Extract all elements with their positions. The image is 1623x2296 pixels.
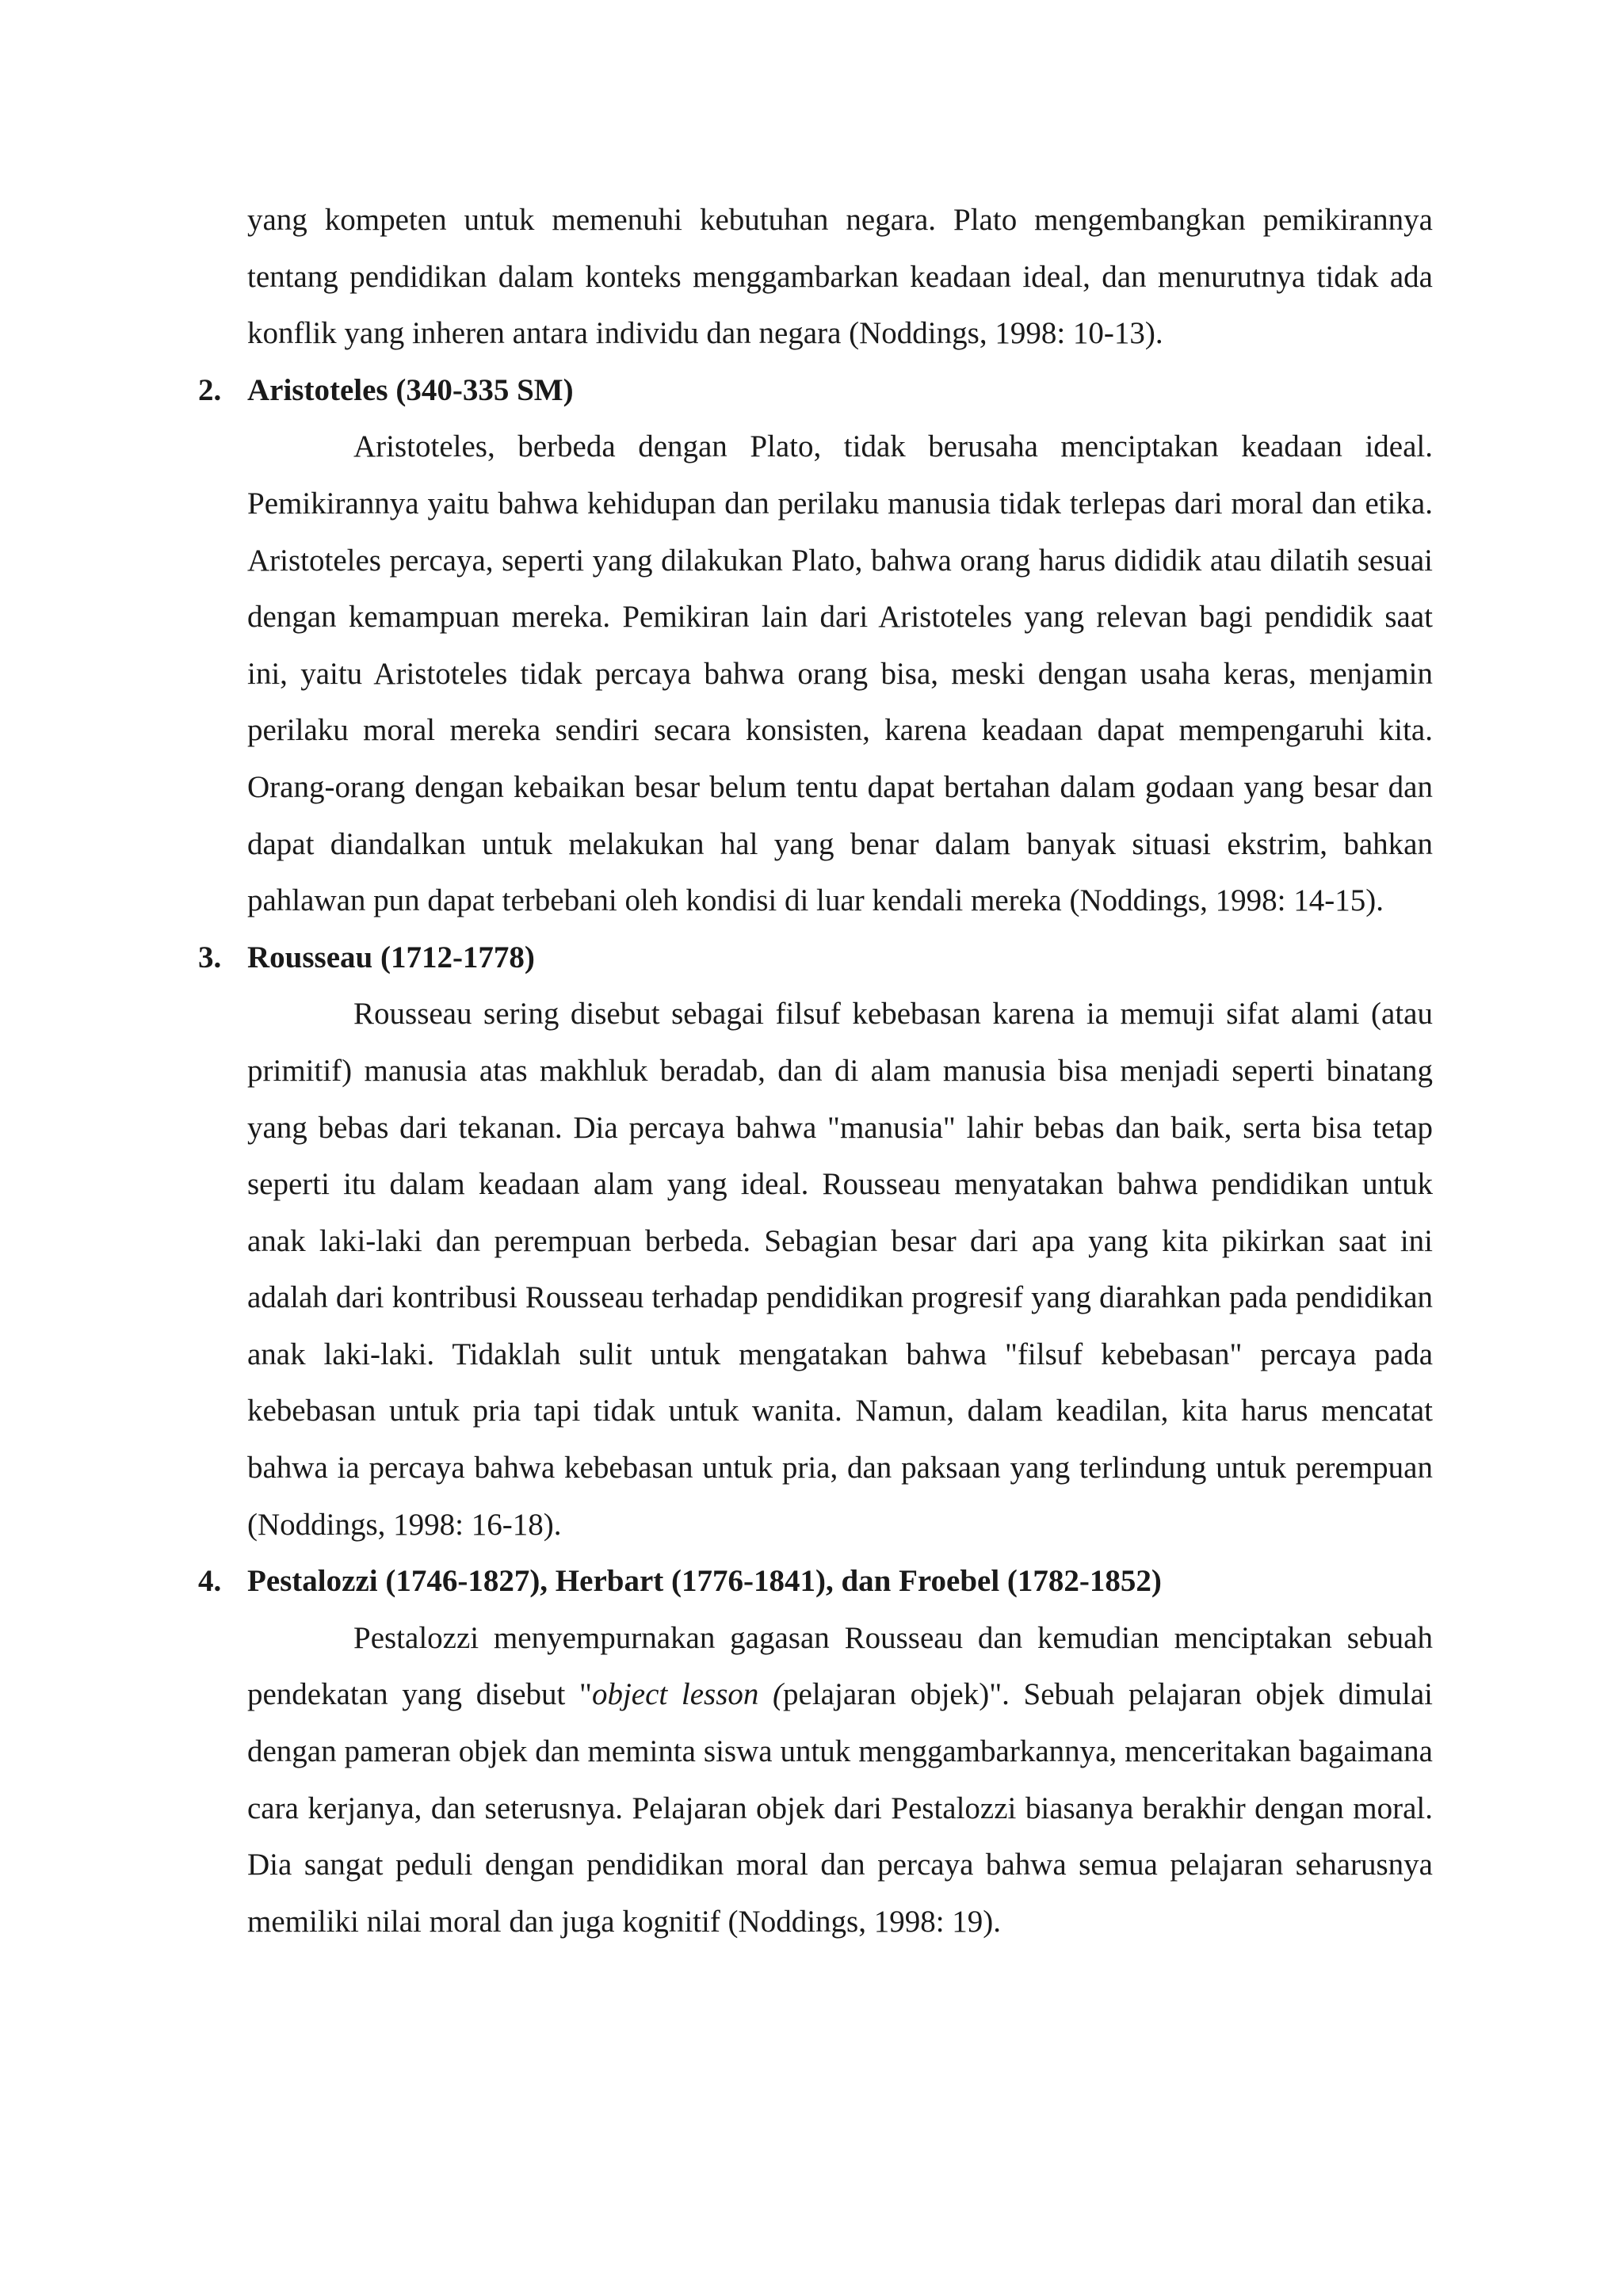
section-heading-pestalozzi [198,1553,1433,1610]
section-paragraph-aristoteles: Aristoteles, berbeda dengan Plato, tidak berusaha menciptakan keadaan ideal. Pemikirannya yaitu bahwa kehidupan dan perilaku manusia tidak terlepas dari moral dan etika. Aristoteles percaya, seperti yang dilakukan Plato, bahwa orang harus dididik atau dilatih sesuai dengan kemampuan mereka. Pemikiran lain dari Aristoteles yang relevan bagi pendidik saat ini, yaitu Aristoteles tidak percaya bahwa orang bisa, meski dengan usaha keras, menjamin perilaku moral mereka sendiri secara konsisten, karena keadaan dapat mempengaruhi kita. Orang-orang dengan kebaikan besar belum tentu dapat bertahan dalam godaan yang besar dan dapat diandalkan untuk melakukan hal yang benar dalam banyak situasi ekstrim, bahkan pahlawan pun dapat terbebani oleh kondisi di luar kendali mereka (Noddings, 1998: 14-15). [247,429,1433,918]
section-number: 4. [198,1564,222,1599]
section-title: Pestalozzi (1746-1827), Herbart (1776-1841), dan Froebel (1782-1852) [247,1564,1162,1599]
section-title: Rousseau (1712-1778) [247,940,535,974]
paragraph-text: Pestalozzi menyempurnakan gagasan Rousseau dan kemudian menciptakan sebuah pendekatan yang disebut " [247,1620,1433,1712]
document-body [198,192,1434,1950]
section-title: Aristoteles (340-335 SM) [247,372,574,407]
section-heading-aristoteles [198,362,1433,419]
intro-paragraph: yang kompeten untuk memenuhi kebutuhan negara. Plato mengembangkan pemikirannya tentang pendidikan dalam konteks menggambarkan keadaan ideal, dan menurutnya tidak ada konflik yang inheren antara individu dan negara (Noddings, 1998: 10-13). [247,203,1433,351]
italic-term: object lesson ( [591,1677,784,1712]
section-paragraph-rousseau: Rousseau sering disebut sebagai filsuf kebebasan karena ia memuji sifat alami (atau primitif) manusia atas makhluk beradab, dan di alam manusia bisa menjadi seperti binatang yang bebas dari tekanan. Dia percaya bahwa "manusia" lahir bebas dan baik, serta bisa tetap seperti itu dalam keadaan alam yang ideal. Rousseau menyatakan bahwa pendidikan untuk anak laki-laki dan perempuan berbeda. Sebagian besar dari apa yang kita pikirkan saat ini adalah dari kontribusi Rousseau terhadap pendidikan progresif yang diarahkan pada pendidikan anak laki-laki. Tidaklah sulit untuk mengatakan bahwa "filsuf kebebasan" percaya pada kebebasan untuk pria tapi tidak untuk wanita. Namun, dalam keadilan, kita harus mencatat bahwa ia percaya bahwa kebebasan untuk pria, dan paksaan yang terlindung untuk perempuan (Noddings, 1998: 16-18). [247,997,1433,1542]
section-number: 3. [198,940,222,974]
section-paragraph-pestalozzi [247,1610,1433,1951]
section-number: 2. [198,372,222,407]
section-heading-rousseau [198,929,1433,986]
paragraph-text: pelajaran objek)". Sebuah pelajaran objek dimulai dengan pameran objek dan meminta siswa untuk menggambarkannya, menceritakan bagaimana cara kerjanya, dan seterusnya. Pelajaran objek dari Pestalozzi biasanya berakhir dengan moral. Dia sangat peduli dengan pendidikan moral dan percaya bahwa semua pelajaran seharusnya memiliki nilai moral dan juga kognitif (Noddings, 1998: 19). [247,1677,1434,1939]
